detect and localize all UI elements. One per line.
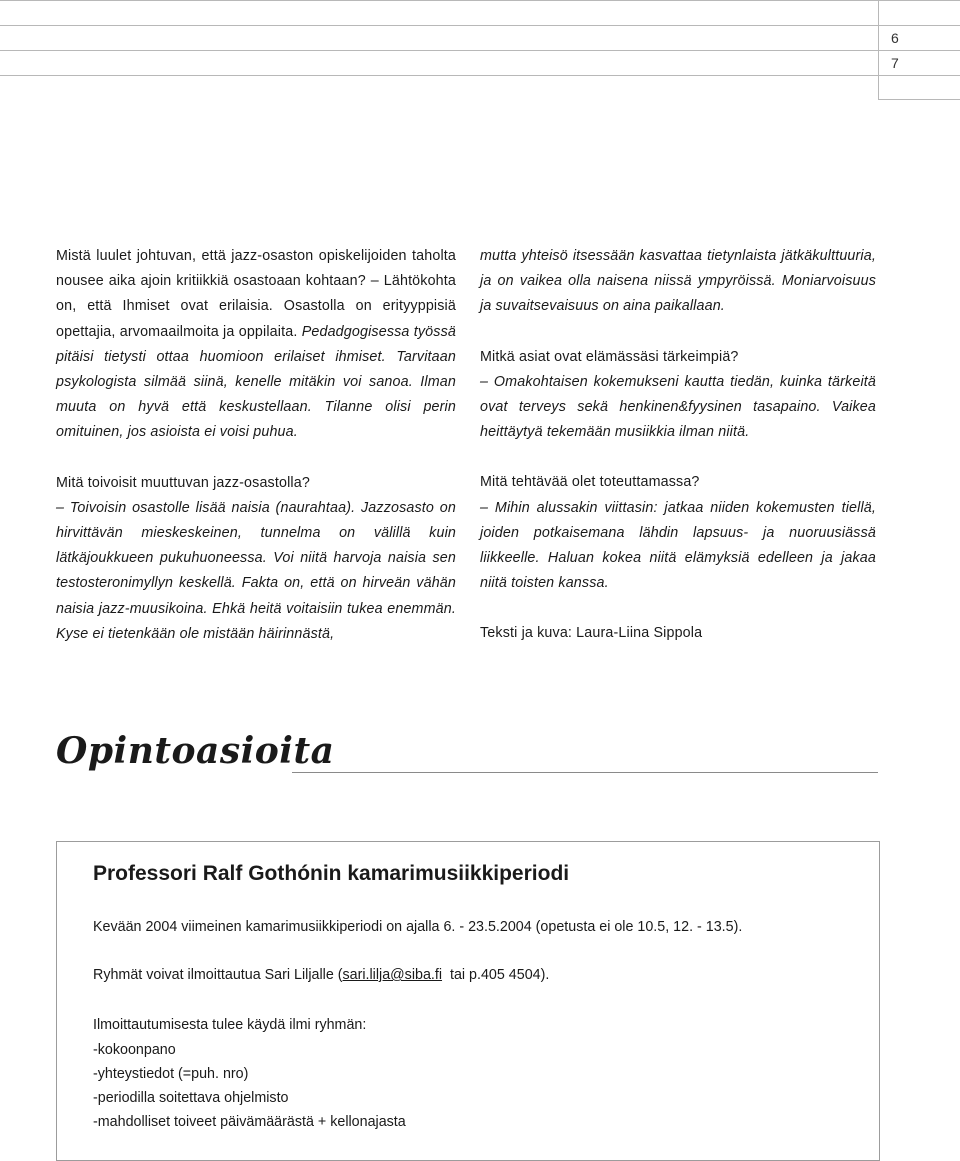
question-4: Mitä tehtävää olet toteuttamassa? [480, 474, 700, 491]
bullet-dash: - [93, 1090, 98, 1106]
answer-4: – Mihin alussakin viittasin: jatkaa niiden kokemusten tiellä, joiden potkaisemana lähdin lapsuus- ja nuoruusiässä liikkeelle. Haluan kokea niitä elämyksiä edelleen ja jakaa niitä toisten kanssa. [480, 499, 876, 592]
right-column [480, 244, 876, 647]
left-column [56, 244, 456, 647]
bullet-dash: - [93, 1066, 98, 1082]
list-item [93, 1114, 406, 1130]
email-link[interactable]: sari.lilja@siba.fi [342, 967, 443, 983]
notice-contact [93, 967, 549, 983]
answer-3: – Omakohtaisen kokemukseni kautta tiedän, kuinka tärkeitä ovat terveys sekä henkinen&fyysinen tasapaino. Vaikea heittäytyä tekemään musiikkia ilman niitä. [480, 373, 876, 441]
header-divider [878, 0, 879, 100]
list-item-text: mahdolliset toiveet päivämäärästä + kellonajasta [97, 1114, 406, 1130]
list-item [93, 1042, 176, 1058]
left-paragraph-1 [56, 244, 456, 446]
notice-contact-text: Ryhmät voivat ilmoittautua Sari Liljalle ( [93, 967, 343, 983]
right-paragraph-1: mutta yhteisö itsessään kasvattaa tietynlaista jätkäkulttuuria, ja on vaikea olla naisena niissä ympyröissä. Moniarvoisuus ja suvaitsevaisuus on aina paikallaan. [480, 248, 876, 315]
notice-requirements-intro: Ilmoittautumisesta tulee käydä ilmi ryhmän: [93, 1017, 367, 1033]
header-rule-3 [0, 75, 960, 76]
list-item-text: kokoonpano [97, 1042, 176, 1058]
question-3: Mitkä asiat ovat elämässäsi tärkeimpiä? [480, 348, 739, 365]
section-heading: Opintoasioita [56, 730, 335, 772]
header-rule-1 [0, 25, 960, 26]
list-item-text: periodilla soitettava ohjelmisto [97, 1090, 289, 1106]
question-2: Mitä toivoisit muuttuvan jazz-osastolla? [56, 474, 310, 491]
question-1: Mistä luulet johtuvan, että jazz-osaston opiskelijoiden taholta nousee aika ajoin kritiikkiä osastoaan kohtaan? [56, 248, 456, 290]
list-item [93, 1066, 248, 1082]
list-item-text: yhteystiedot (=puh. nro) [97, 1066, 249, 1082]
answer-1-plain: – Lähtökohta on, että Ihmiset ovat erilaisia. Osastolla on erityyppisiä opettajia, arvomaailmoita ja oppilaita. [56, 273, 457, 340]
notice-title: Professori Ralf Gothónin kamarimusiikkiperiodi [93, 862, 570, 885]
answer-2: – Toivoisin osastolle lisää naisia (naurahtaa). Jazzosasto on hirvittävän mieskeskeinen, tunnelma on välillä kuin lätkäjoukkueen pukuhuoneessa. Voi niitä harvoja naisia sen testosteronimyllyn keskellä. Fakta on, että on hirveän vähän naisia jazz-muusikoina. Ehkä heitä voitaisiin tukea enemmän. Kyse ei tietenkään ole mistään häirinnästä, [56, 499, 456, 642]
notice-box [56, 841, 880, 1161]
notice-contact-phone: tai p.405 4504). [442, 967, 550, 983]
header-rule-top [0, 0, 960, 1]
header-rule-2 [0, 50, 960, 51]
photo-credit: Teksti ja kuva: Laura-Liina Sippola [480, 625, 703, 642]
bullet-dash: - [93, 1114, 98, 1130]
page-number-left: 6 [891, 30, 899, 46]
list-item [93, 1090, 289, 1106]
answer-1-italic: Pedadgogisessa työssä pitäisi tietysti ottaa huomioon erilaiset ihmiset. Tarvitaan psykologista silmää siinä, kenelle mitäkin voi sanoa. Ilman muuta on hyvä että keskustellaan. Tilanne olisi perin omituinen, jos asioista ei voisi puhua. [56, 323, 456, 441]
page-number-right: 7 [891, 55, 899, 71]
notice-dates: Kevään 2004 viimeinen kamarimusiikkiperiodi on ajalla 6. - 23.5.2004 (opetusta ei ole 10.5, 12. - 13.5). [93, 919, 743, 935]
header-rule-4 [878, 99, 960, 100]
bullet-dash: - [93, 1042, 98, 1058]
section-heading-rule [292, 772, 878, 773]
